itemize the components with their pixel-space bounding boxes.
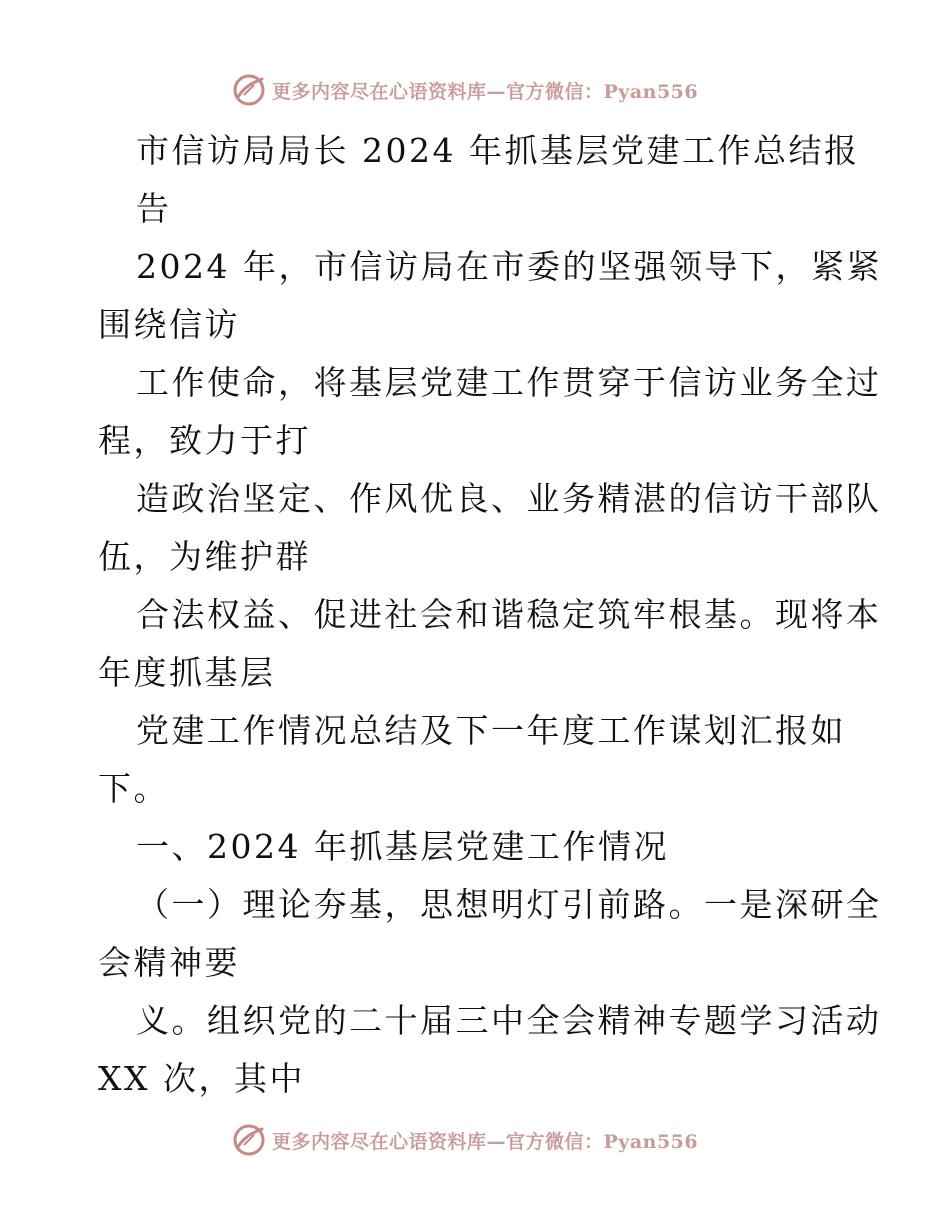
text-line: 程，致力于打 <box>98 421 311 460</box>
text-line: 党建工作情况总结及下一年度工作谋划汇报如 <box>136 711 846 750</box>
text-line: （一）理论夯基，思想明灯引前路。一是深研全 <box>136 885 882 924</box>
text-line: 工作使命，将基层党建工作贯穿于信访业务全过 <box>136 363 882 402</box>
watermark-text: 更多内容尽在心语资料库—官方微信：Pyan556 <box>272 1130 699 1153</box>
text-line: 造政治坚定、作风优良、业务精湛的信访干部队 <box>136 479 882 518</box>
text-line: 2024 年，市信访局在市委的坚强领导下，紧紧 <box>136 247 882 286</box>
text-line: 会精神要 <box>98 943 240 982</box>
footer-watermark <box>232 1122 698 1158</box>
text-line: 伍，为维护群 <box>98 537 311 576</box>
section-heading: 一、2024 年抓基层党建工作情况 <box>136 827 669 866</box>
text-line: XX 次，其中 <box>98 1059 305 1098</box>
header-watermark <box>232 72 698 108</box>
text-line: 年度抓基层 <box>98 653 276 692</box>
logo-seal-icon <box>232 73 266 107</box>
text-line: 下。 <box>98 769 169 808</box>
logo-seal-icon <box>232 1123 266 1157</box>
text-line: 合法权益、促进社会和谐稳定筑牢根基。现将本 <box>136 595 882 634</box>
text-line: 市信访局局长 2024 年抓基层党建工作总结报 <box>136 131 860 170</box>
watermark-text: 更多内容尽在心语资料库—官方微信：Pyan556 <box>272 80 699 103</box>
text-line: 告 <box>136 189 172 228</box>
document-body <box>98 122 882 1108</box>
text-line: 义。组织党的二十届三中全会精神专题学习活动 <box>136 1001 882 1040</box>
text-line: 围绕信访 <box>98 305 240 344</box>
